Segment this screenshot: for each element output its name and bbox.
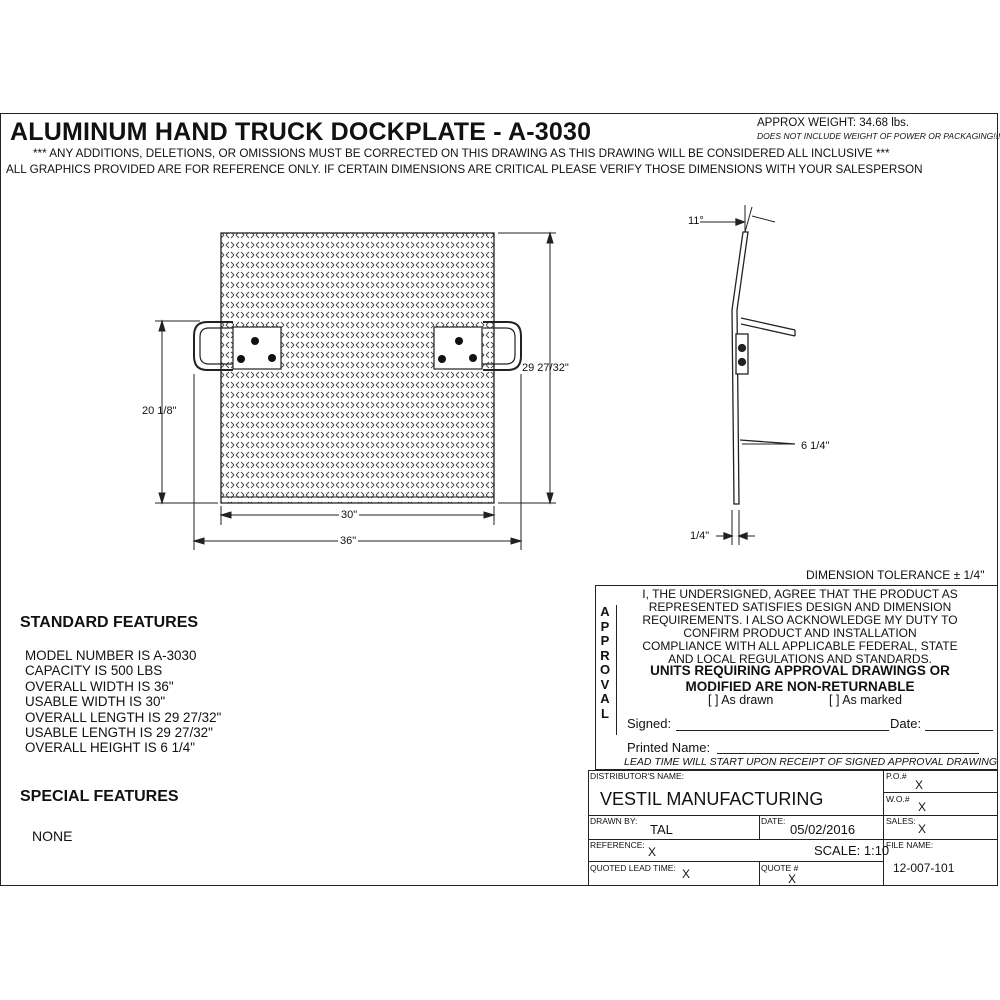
approval-divider xyxy=(616,605,617,735)
distributor-label: DISTRIBUTOR'S NAME: xyxy=(590,771,685,781)
date-label: Date: xyxy=(890,716,922,731)
dim-angle: 11° xyxy=(688,215,704,227)
printed-name-field[interactable] xyxy=(717,753,979,754)
option-as-marked[interactable]: [ ] As marked xyxy=(829,693,902,707)
quote-number-value: X xyxy=(788,872,797,886)
top-view-plate xyxy=(194,233,521,503)
quoted-lead-time-label: QUOTED LEAD TIME: xyxy=(590,863,676,873)
non-returnable-notice xyxy=(620,663,980,695)
po-value: X xyxy=(915,778,924,792)
scale-value: SCALE: 1:10 xyxy=(814,843,890,858)
approval-letter: A xyxy=(600,604,610,619)
wo-label: W.O.# xyxy=(886,794,910,804)
agreement-line: REPRESENTED SATISFIES DESIGN AND DIMENSION xyxy=(648,600,952,614)
approval-letter: R xyxy=(600,647,610,663)
list-item: CAPACITY IS 500 LBS xyxy=(25,663,163,679)
file-name-label: FILE NAME: xyxy=(886,840,934,850)
po-label: P.O.# xyxy=(886,771,907,781)
notice-inclusive: *** ANY ADDITIONS, DELETIONS, OR OMISSIONS MUST BE CORRECTED ON THIS DRAWING AS THIS DRAWING WILL BE CONSIDERED ALL INCLUSIVE *** xyxy=(33,147,890,160)
non-returnable-line: UNITS REQUIRING APPROVAL DRAWINGS OR xyxy=(650,663,950,678)
approval-agreement xyxy=(620,588,980,666)
agreement-line: COMPLIANCE WITH ALL APPLICABLE FEDERAL, STATE xyxy=(642,639,958,653)
reference-value: X xyxy=(648,845,657,859)
dim-usable-width: 30" xyxy=(341,509,358,521)
sales-label: SALES: xyxy=(886,816,916,826)
approval-letter: V xyxy=(600,676,610,692)
list-item: USABLE LENGTH IS 29 27/32" xyxy=(25,725,213,741)
drawn-by-value: TAL xyxy=(650,822,673,837)
dim-plate-length: 29 27/32" xyxy=(522,362,569,374)
sales-value: X xyxy=(918,822,927,836)
lead-time-note: LEAD TIME WILL START UPON RECEIPT OF SIGNED APPROVAL DRAWING xyxy=(624,756,998,768)
list-item: OVERALL HEIGHT IS 6 1/4" xyxy=(25,740,195,756)
standard-features-heading: STANDARD FEATURES xyxy=(20,614,199,631)
file-name-value: 12-007-101 xyxy=(893,861,955,875)
drawn-by-label: DRAWN BY: xyxy=(590,816,638,826)
list-item: USABLE WIDTH IS 30" xyxy=(25,694,166,710)
option-as-drawn[interactable]: [ ] As drawn xyxy=(708,693,774,707)
special-features-value: NONE xyxy=(32,828,73,844)
distributor-value: VESTIL MANUFACTURING xyxy=(600,789,824,809)
list-item: OVERALL WIDTH IS 36" xyxy=(25,678,174,694)
agreement-line: CONFIRM PRODUCT AND INSTALLATION xyxy=(683,626,917,640)
dim-thickness: 1/4" xyxy=(690,530,710,542)
approval-vertical-label xyxy=(595,605,615,721)
agreement-line: AND LOCAL REGULATIONS AND STANDARDS. xyxy=(668,652,932,666)
approval-date-field[interactable] xyxy=(925,730,993,731)
printed-name-label: Printed Name: xyxy=(627,740,711,755)
signed-label: Signed: xyxy=(627,716,672,731)
dimension-tolerance: DIMENSION TOLERANCE ± 1/4" xyxy=(806,568,985,582)
date-value: 05/02/2016 xyxy=(790,822,856,837)
agreement-line: I, THE UNDERSIGNED, AGREE THAT THE PRODUCT AS xyxy=(642,587,958,601)
page-title: ALUMINUM HAND TRUCK DOCKPLATE - A-3030 xyxy=(10,118,592,146)
reference-label: REFERENCE: xyxy=(590,840,645,850)
quoted-lead-time-value: X xyxy=(682,867,691,881)
signature-field[interactable] xyxy=(676,730,889,731)
approval-letter: P xyxy=(600,633,610,648)
non-returnable-line: MODIFIED ARE NON-RETURNABLE xyxy=(685,679,915,694)
quote-number-label: QUOTE # xyxy=(761,863,799,873)
date-field-label: DATE: xyxy=(761,816,786,826)
standard-features-list xyxy=(25,648,221,756)
special-features-heading: SPECIAL FEATURES xyxy=(20,788,179,805)
dim-usable-length: 20 1/8" xyxy=(142,405,177,417)
side-view-plate xyxy=(700,205,795,545)
dim-overall-width: 36" xyxy=(340,535,357,547)
approval-letter: O xyxy=(599,662,611,677)
approval-letter: A xyxy=(600,691,610,706)
approval-letter: L xyxy=(601,705,609,721)
agreement-line: REQUIREMENTS. I ALSO ACKNOWLEDGE MY DUTY TO xyxy=(642,613,958,627)
list-item: OVERALL LENGTH IS 29 27/32" xyxy=(25,709,222,725)
wo-value: X xyxy=(918,800,927,814)
dim-height: 6 1/4" xyxy=(801,440,830,452)
list-item: MODEL NUMBER IS A-3030 xyxy=(25,648,197,663)
approval-letter: P xyxy=(600,618,610,634)
approx-weight: APPROX WEIGHT: 34.68 lbs. xyxy=(757,117,910,129)
weight-note: DOES NOT INCLUDE WEIGHT OF POWER OR PACKAGING!!! xyxy=(757,131,1000,141)
notice-reference: ALL GRAPHICS PROVIDED ARE FOR REFERENCE ONLY. IF CERTAIN DIMENSIONS ARE CRITICAL PLEASE VERIFY THOSE DIMENSIONS WITH YOUR SALESPERSON xyxy=(6,163,923,176)
